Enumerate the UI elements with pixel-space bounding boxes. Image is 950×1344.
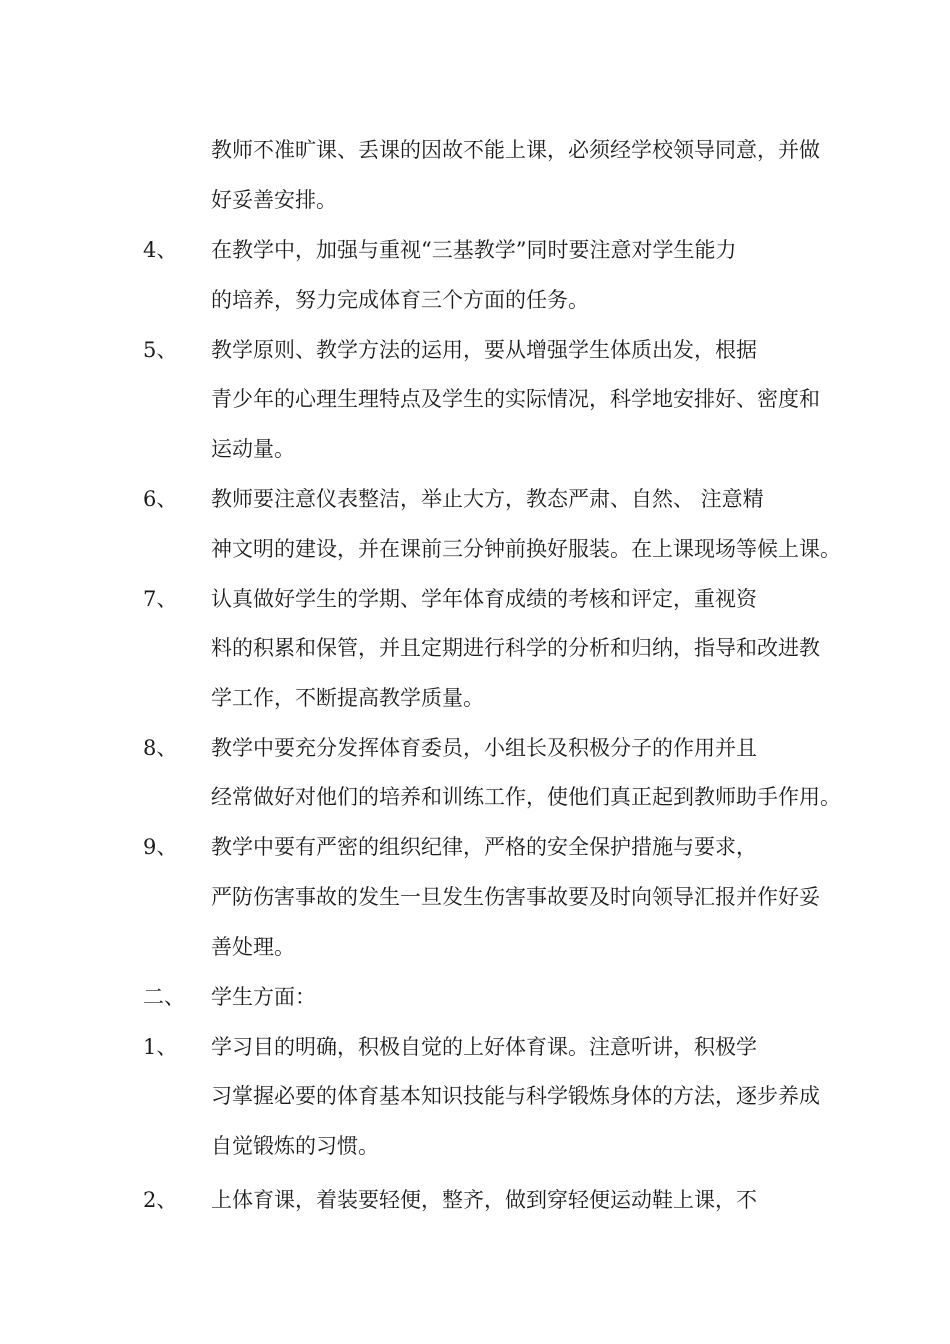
line-text: 善处理。 — [211, 935, 295, 959]
section-heading — [143, 982, 823, 1012]
item-number: 5、 — [143, 338, 178, 362]
item-number: 7、 — [143, 587, 178, 611]
line-text: 严防伤害事故的发生一旦发生伤害事故要及时向领导汇报并作好妥 — [211, 885, 820, 909]
text-line — [143, 534, 841, 564]
line-text: 经常做好对他们的培养和训练工作，使他们真正起到教师助手作用。 — [211, 785, 841, 809]
line-text: 教师要注意仪表整洁，举止大方，教态严肃、自然、 注意精 — [211, 487, 764, 511]
line-text: 上体育课，着装要轻便，整齐，做到穿轻便运动鞋上课，不 — [211, 1188, 757, 1212]
section-number: 二、 — [143, 985, 185, 1009]
line-text: 习掌握必要的体育基本知识技能与科学锻炼身体的方法，逐步养成 — [211, 1084, 820, 1108]
text-line — [143, 1185, 823, 1215]
line-text: 自觉锻炼的习惯。 — [211, 1134, 379, 1158]
text-line — [143, 1131, 823, 1161]
text-line — [143, 1081, 823, 1111]
line-text: 教师不准旷课、丢课的因故不能上课，必须经学校领导同意，并做 — [211, 138, 820, 162]
section-title: 学生方面： — [211, 985, 316, 1009]
line-text: 青少年的心理生理特点及学生的实际情况，科学地安排好、密度和 — [211, 387, 820, 411]
text-line — [143, 384, 823, 414]
item-number: 8、 — [143, 736, 178, 760]
text-line — [143, 135, 823, 165]
text-line — [143, 683, 823, 713]
item-number: 2、 — [143, 1188, 178, 1212]
text-line — [143, 633, 823, 663]
text-line — [143, 434, 823, 464]
text-line — [143, 185, 823, 215]
line-text: 认真做好学生的学期、学年体育成绩的考核和评定，重视资 — [211, 587, 757, 611]
line-text: 神文明的建设，并在课前三分钟前换好服装。在上课现场等候上课。 — [211, 537, 841, 561]
text-line — [143, 584, 823, 614]
text-line — [143, 484, 823, 514]
line-text: 好妥善安排。 — [211, 188, 337, 212]
item-number: 9、 — [143, 835, 178, 859]
text-line — [143, 285, 823, 315]
line-text: 在教学中，加强与重视“三基教学”同时要注意对学生能力 — [211, 238, 737, 262]
text-line — [143, 932, 823, 962]
line-text: 学工作，不断提高教学质量。 — [211, 686, 484, 710]
line-text: 教学原则、教学方法的运用，要从增强学生体质出发，根据 — [211, 338, 757, 362]
text-line — [143, 733, 823, 763]
line-text: 运动量。 — [211, 437, 295, 461]
line-text: 的培养，努力完成体育三个方面的任务。 — [211, 288, 589, 312]
text-line — [143, 335, 823, 365]
text-line — [143, 782, 841, 812]
line-text: 教学中要充分发挥体育委员，小组长及积极分子的作用并且 — [211, 736, 757, 760]
item-number: 4、 — [143, 238, 178, 262]
item-number: 6、 — [143, 487, 178, 511]
text-line — [143, 882, 823, 912]
item-number: 1、 — [143, 1035, 178, 1059]
line-text: 教学中要有严密的组织纪律，严格的安全保护措施与要求， — [211, 835, 757, 859]
line-text: 料的积累和保管，并且定期进行科学的分析和归纳，指导和改进教 — [211, 636, 820, 660]
text-line — [143, 832, 823, 862]
line-text: 学习目的明确，积极自觉的上好体育课。注意听讲，积极学 — [211, 1035, 757, 1059]
text-line — [143, 1032, 823, 1062]
text-line — [143, 235, 823, 265]
